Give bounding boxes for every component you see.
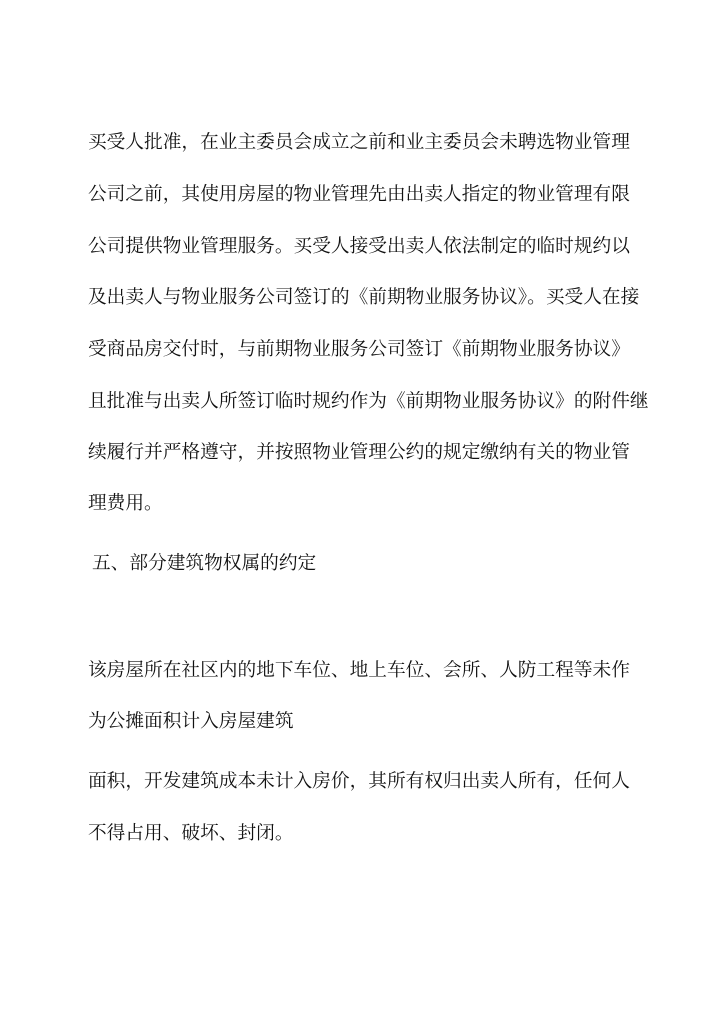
paragraph-line: 受商品房交付时，与前期物业服务公司签订《前期物业服务协议》: [88, 339, 630, 360]
paragraph-line: 该房屋所在社区内的地下车位、地上车位、会所、人防工程等未作: [88, 660, 630, 681]
paragraph-line: 公司之前，其使用房屋的物业管理先由出卖人指定的物业管理有限: [88, 184, 630, 205]
paragraph-line: 不得占用、破坏、封闭。: [88, 823, 294, 844]
paragraph-line: 理费用。: [88, 493, 163, 514]
paragraph-line: 续履行并严格遵守，并按照物业管理公约的规定缴纳有关的物业管: [88, 442, 630, 463]
paragraph-line: 及出卖人与物业服务公司签订的《前期物业服务协议》。买受人在接: [88, 287, 640, 308]
section-heading: 五、部分建筑物权属的约定: [92, 553, 317, 574]
paragraph-line: 买受人批准，在业主委员会成立之前和业主委员会未聘选物业管理: [88, 132, 630, 153]
paragraph-line: 公司提供物业管理服务。买受人接受出卖人依法制定的临时规约以: [88, 236, 630, 257]
paragraph-line: 面积，开发建筑成本未计入房价，其所有权归出卖人所有，任何人: [88, 771, 630, 792]
paragraph-line: 且批准与出卖人所签订临时规约作为《前期物业服务协议》的附件继: [88, 391, 649, 412]
paragraph-line: 为公摊面积计入房屋建筑: [88, 711, 294, 732]
